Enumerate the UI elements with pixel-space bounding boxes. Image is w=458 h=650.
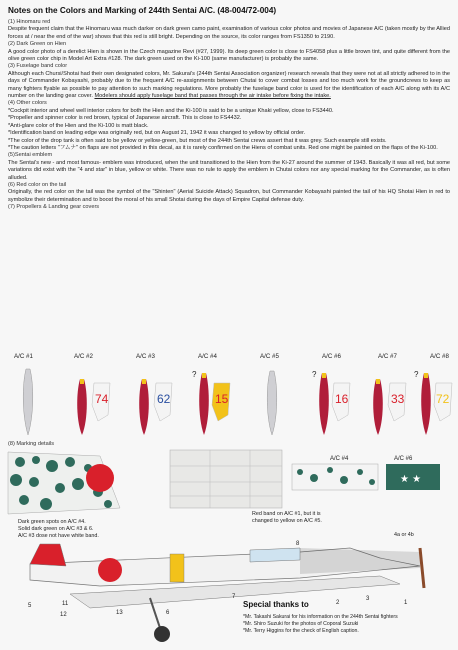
ac4-detail-swatch: [292, 464, 378, 490]
propeller-blade-grey: [23, 369, 33, 435]
gear-number: 74: [95, 392, 109, 406]
canopy: [250, 548, 300, 562]
section-heading: (3) Fuselage band color: [8, 63, 68, 70]
section-text: The Sentai's new - and most famous- emblem was introduced, when the unit transitioned to the Hien from the Ki-27 around the summer of 1943. Basically it was all red, but some variations did exist with the "4 and star" in blue, yellow or white. There was no rule to apply the emblem in Chutai colors nor any special marking for the Commander, as is often alluded.: [8, 159, 450, 181]
spots-note: Dark green spots on A/C #4. Solid dark green on A/C #3 & 6. A/C #3 dose not have white band.: [18, 519, 99, 539]
gear-number: 62: [157, 392, 171, 406]
section-heading: (7) Propellers & Landing gear covers: [8, 204, 100, 211]
callout-number: 12: [60, 612, 67, 618]
credits-list: [243, 614, 398, 635]
propeller-profile: [420, 548, 424, 588]
underlined-note: Modelers should apply fuselage band that passes through the air intake before fixing the intake.: [94, 93, 331, 100]
list-item: *The caution letters "フムナ" on flaps are not provided in this decal, as it is rarely confirmed on the Hiens of combat units. Red one might be painted on the flaps of the Ki-100.: [8, 144, 438, 151]
ac-label: A/C #7: [378, 353, 397, 360]
ac-label: A/C #5: [260, 353, 279, 360]
propellers-and-gear-covers: [0, 365, 458, 440]
detail-label: A/C #4: [330, 456, 349, 462]
notes-text: [8, 19, 450, 212]
ac-label: A/C #8: [430, 353, 449, 360]
propeller-blade-grey: [267, 371, 277, 435]
propeller-blade-red: [139, 379, 149, 435]
page-title: Notes on the Colors and Marking of 244th Sentai A/C. (48-004/72-004): [8, 6, 277, 15]
star-icon: ★ ★: [400, 474, 422, 485]
list-item: *Cockpit interior and wheel well interior colors for both the Hien and the Ki-100 is said to be a unique Khaki yellow, close to FS3440.: [8, 107, 334, 114]
ac-label: A/C #4: [198, 353, 217, 360]
gear-number: 33: [391, 392, 405, 406]
callout-number: 1: [404, 600, 408, 606]
ac-label: A/C #2: [74, 353, 93, 360]
callout-number: 13: [116, 610, 123, 616]
question-mark: ?: [192, 370, 197, 379]
propeller-blade-red: [77, 379, 87, 435]
callout-number: 3: [366, 596, 370, 602]
fuselage-panel: [170, 450, 282, 508]
list-item: *Propeller and spinner color is red brown, typical of Japanese aircraft. This is close to FS4432.: [8, 115, 242, 122]
ac-label: A/C #3: [136, 353, 155, 360]
question-mark: ?: [414, 370, 419, 379]
hinomaru: [86, 464, 114, 492]
gear-number: 72: [436, 392, 450, 406]
special-thanks-heading: Special thanks to: [243, 600, 309, 609]
propeller-blade-red: [373, 379, 383, 435]
detail-label: A/C #6: [394, 456, 413, 462]
callout-number: 8: [296, 541, 300, 547]
callout-number: 2: [336, 600, 340, 606]
section-text: Despite frequent claim that the Hinomaru was much darker on dark green camo paint, examination of various color photos and movies of Japanese A/C (taken mostly by the Allied forces at / near the end of the war) shows that this red is still bright. Depending on the source, its color ranges from FS1350 to 2190.: [8, 26, 450, 40]
callout-number: 7: [232, 594, 236, 600]
credit-item: *Mr. Terry Higgins for the check of English caption.: [243, 628, 359, 634]
section-text: A good color photo of a derelict Hien is shown in the Czech magazine Revi (#27, 1999). Its deep green color is close to FS4058 plus a little brown tint, and quite different from the olive green color chip in Model Art Extra #128. The dark green used on the Ki-100 (same manufacturer) is probably the same.: [8, 48, 450, 63]
list-item: *Anti-glare color of the Hien and the Ki-100 is matt black.: [8, 122, 149, 129]
wheel: [154, 626, 170, 642]
marking-details-heading: (8) Marking details: [8, 441, 55, 447]
propeller-blade-red: [199, 373, 209, 435]
callout-number: 6: [166, 610, 170, 616]
option-note: 4a or 4b: [394, 532, 414, 538]
list-item: *Identification band on leading edge was originally red, but on August 21, 1942 it was changed to yellow by official order.: [8, 130, 306, 137]
tail-fin: [30, 544, 66, 566]
section-text: Although each Chursi/Shotai had their own designated colors, Mr. Sakurai's (244th Sentai Association organizer) research reveals that they were not at all strictly adhered to in the days of Commander Kobayashi, probably due to the frequent A/C re-assignments between Chutai to cover combat losses and too much work for the groundcrews to keep as many fighters flyable as possible to pay attention to such marking regulations. More probably the fuselage band color is used for the identification of each A/C along with its A/C number on the landing gear cover. Modelers should apply fuselage band that passes through the air intake before fixing the intake.: [8, 70, 450, 100]
callout-number: 11: [62, 601, 69, 607]
propeller-blade-red: [319, 373, 329, 435]
ac-label: A/C #6: [322, 353, 341, 360]
section-heading: (2) Dark Green on Hien: [8, 41, 67, 48]
propeller-blade-red: [421, 373, 431, 435]
section-heading: (6) Red color on the tail: [8, 181, 67, 188]
ac-label: A/C #1: [14, 353, 33, 360]
credit-item: *Mr. Takashi Sakurai for his information on the 244th Sentai fighters: [243, 614, 398, 620]
red-band-note: Red band on A/C #1, but it is changed to yellow on A/C #5.: [252, 511, 322, 524]
section-text: Originally, the red color on the tail was the symbol of the "Shinten" (Aerial Suicide Attack) Squadron, but Commander Kobayashi painted the tail of his HQ Shotai Hien in red to symbolize their determination and to boost the moral of his small Shotai during the days of Empire Capital defense duty.: [8, 189, 450, 203]
gear-number: 16: [335, 392, 349, 406]
question-mark: ?: [312, 370, 317, 379]
section-heading: (5)Sentai emblem: [8, 152, 53, 159]
section-heading: (4) Other colors: [8, 100, 47, 107]
gear-number: 15: [215, 392, 229, 406]
section-heading: (1) Hinomaru red: [8, 19, 51, 25]
hinomaru-fuselage: [98, 558, 122, 582]
list-item: *The color of the drop tank is often said to be yellow or yellow-green, but most of the 244th Sentai crews assert that it was grey. Such example still exists.: [8, 137, 387, 144]
callout-number: 5: [28, 603, 32, 609]
fuselage-band: [170, 554, 184, 582]
credit-item: *Mr. Shiro Suzuki for the photos of Coporal Suzuki: [243, 621, 359, 627]
